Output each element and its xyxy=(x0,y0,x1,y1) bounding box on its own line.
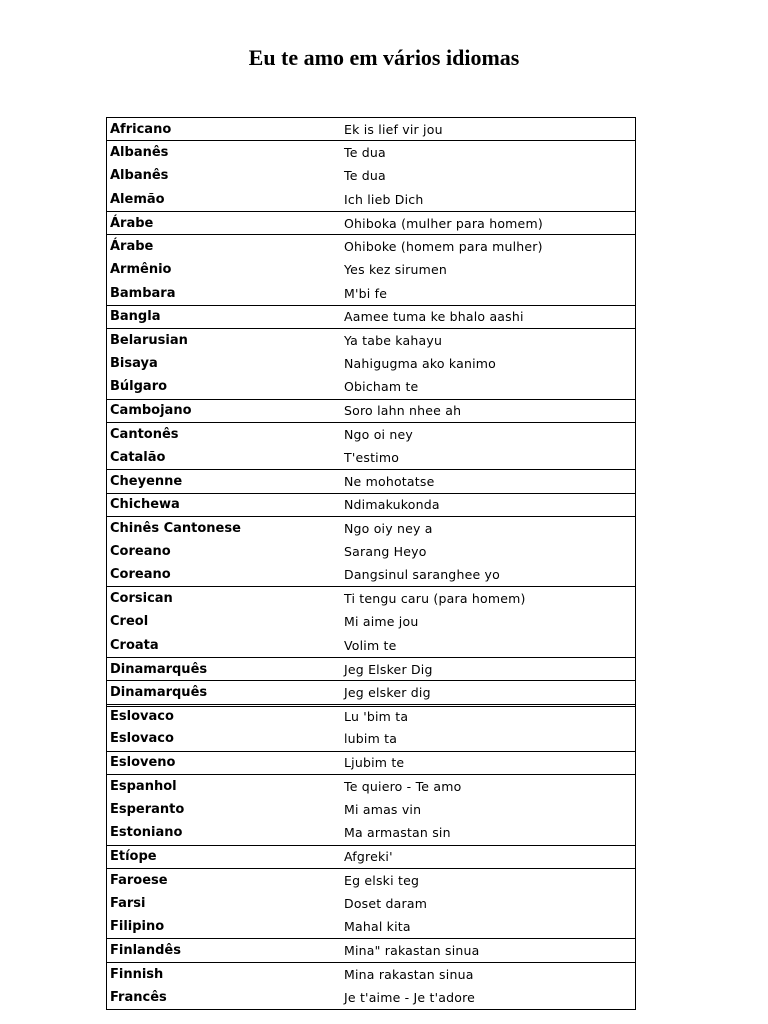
language-name: Chinês Cantonese xyxy=(110,520,241,536)
table-row xyxy=(107,610,635,633)
love-phrase: Eg elski teg xyxy=(344,872,420,888)
table-row xyxy=(107,891,635,914)
love-phrase: lubim ta xyxy=(344,731,398,747)
language-name: Armênio xyxy=(110,262,172,278)
language-name: Cambojano xyxy=(110,403,192,419)
table-row xyxy=(107,140,635,163)
table-row xyxy=(107,258,635,281)
love-phrase: Ljubim te xyxy=(344,755,405,771)
love-phrase: Afgreki' xyxy=(344,849,393,865)
love-phrase: Jeg elsker dig xyxy=(344,684,431,700)
table-row xyxy=(107,985,635,1008)
language-name: Creol xyxy=(110,614,149,630)
table-row xyxy=(107,751,635,774)
table-row xyxy=(107,586,635,609)
love-phrase: Ohiboka (mulher para homem) xyxy=(344,215,543,231)
language-name: Finnish xyxy=(110,966,164,982)
table-row xyxy=(107,493,635,516)
language-name: Francês xyxy=(110,989,167,1005)
love-phrase: Ti tengu caru (para homem) xyxy=(344,591,526,607)
table-row xyxy=(107,868,635,891)
love-phrase: Ngo oi ney xyxy=(344,426,414,442)
table-row xyxy=(107,962,635,985)
love-phrase: Obicham te xyxy=(344,379,419,395)
love-phrase: Mina" rakastan sinua xyxy=(344,943,480,959)
language-name: Alemão xyxy=(110,191,165,207)
love-phrase: Ya tabe kahayu xyxy=(344,332,443,348)
table-row xyxy=(107,798,635,821)
table-row xyxy=(107,539,635,562)
love-phrase: Ndimakukonda xyxy=(344,497,440,513)
language-name: Dinamarquês xyxy=(110,684,208,700)
love-phrase: Mi aime jou xyxy=(344,614,419,630)
table-row xyxy=(107,469,635,492)
language-name: Esloveno xyxy=(110,755,176,771)
language-name: Albanês xyxy=(110,145,169,161)
love-phrase: Aamee tuma ke bhalo aashi xyxy=(344,309,524,325)
language-name: Africano xyxy=(110,121,172,137)
love-phrase: Sarang Heyo xyxy=(344,543,427,559)
language-name: Belarusian xyxy=(110,332,188,348)
language-name: Catalão xyxy=(110,449,166,465)
table-row xyxy=(107,328,635,351)
love-phrase: Mahal kita xyxy=(344,919,411,935)
table-row xyxy=(107,727,635,750)
table-row xyxy=(107,422,635,445)
love-phrase: Te quiero - Te amo xyxy=(344,778,462,794)
love-phrase: Je t'aime - Je t'adore xyxy=(344,989,476,1005)
language-name: Coreano xyxy=(110,567,171,583)
language-table xyxy=(106,117,636,1010)
language-name: Chichewa xyxy=(110,497,180,513)
language-name: Croata xyxy=(110,637,159,653)
table-row xyxy=(107,821,635,844)
table-row xyxy=(107,704,635,727)
language-name: Bangla xyxy=(110,309,161,325)
love-phrase: Te dua xyxy=(344,168,386,184)
table-row xyxy=(107,657,635,680)
page-title: Eu te amo em vários idiomas xyxy=(248,45,520,70)
love-phrase: Dangsinul saranghee yo xyxy=(344,567,500,583)
language-name: Bambara xyxy=(110,285,176,301)
love-phrase: Ne mohotatse xyxy=(344,473,435,489)
language-name: Estoniano xyxy=(110,825,183,841)
table-row xyxy=(107,164,635,187)
language-name: Filipino xyxy=(110,919,165,935)
table-row xyxy=(107,938,635,961)
table-row xyxy=(107,211,635,234)
language-name: Espanhol xyxy=(110,778,177,794)
language-name: Eslovaco xyxy=(110,731,174,747)
love-phrase: M'bi fe xyxy=(344,285,388,301)
language-name: Dinamarquês xyxy=(110,661,208,677)
table-row xyxy=(107,915,635,938)
language-name: Bisaya xyxy=(110,355,158,371)
love-phrase: Ma armastan sin xyxy=(344,825,451,841)
table-row xyxy=(107,446,635,469)
language-name: Etíope xyxy=(110,849,157,865)
language-name: Corsican xyxy=(110,591,173,607)
table-row xyxy=(107,563,635,586)
table-row xyxy=(107,234,635,257)
language-name: Árabe xyxy=(110,215,154,231)
love-phrase: Volim te xyxy=(344,637,397,653)
table-row xyxy=(107,845,635,868)
table-row xyxy=(107,281,635,304)
table-row xyxy=(107,305,635,328)
table-row xyxy=(107,352,635,375)
love-phrase: Ek is lief vir jou xyxy=(344,121,443,137)
love-phrase: Jeg Elsker Dig xyxy=(344,661,433,677)
love-phrase: T'estimo xyxy=(344,449,400,465)
table-row xyxy=(107,117,635,140)
language-name: Finlandês xyxy=(110,943,181,959)
love-phrase: Yes kez sirumen xyxy=(344,262,448,278)
love-phrase: Soro lahn nhee ah xyxy=(344,403,462,419)
language-name: Faroese xyxy=(110,872,168,888)
love-phrase: Te dua xyxy=(344,145,386,161)
love-phrase: Mina rakastan sinua xyxy=(344,966,474,982)
love-phrase: Mi amas vin xyxy=(344,801,422,817)
language-name: Cheyenne xyxy=(110,473,183,489)
language-name: Eslovaco xyxy=(110,709,174,725)
language-name: Cantonês xyxy=(110,426,179,442)
love-phrase: Ich lieb Dich xyxy=(344,191,424,207)
love-phrase: Nahigugma ako kanimo xyxy=(344,355,496,371)
language-name: Albanês xyxy=(110,168,169,184)
language-name: Coreano xyxy=(110,543,171,559)
table-row xyxy=(107,633,635,656)
language-name: Farsi xyxy=(110,895,146,911)
love-phrase: Ngo oiy ney a xyxy=(344,520,433,536)
language-name: Esperanto xyxy=(110,801,185,817)
language-name: Búlgaro xyxy=(110,379,168,395)
table-row xyxy=(107,375,635,398)
love-phrase: Doset daram xyxy=(344,895,428,911)
language-name: Árabe xyxy=(110,239,154,255)
love-phrase: Ohiboke (homem para mulher) xyxy=(344,239,543,255)
table-row xyxy=(107,399,635,422)
table-row xyxy=(107,774,635,797)
table-row xyxy=(107,516,635,539)
table-row xyxy=(107,680,635,703)
table-row xyxy=(107,187,635,210)
love-phrase: Lu 'bim ta xyxy=(344,709,409,725)
